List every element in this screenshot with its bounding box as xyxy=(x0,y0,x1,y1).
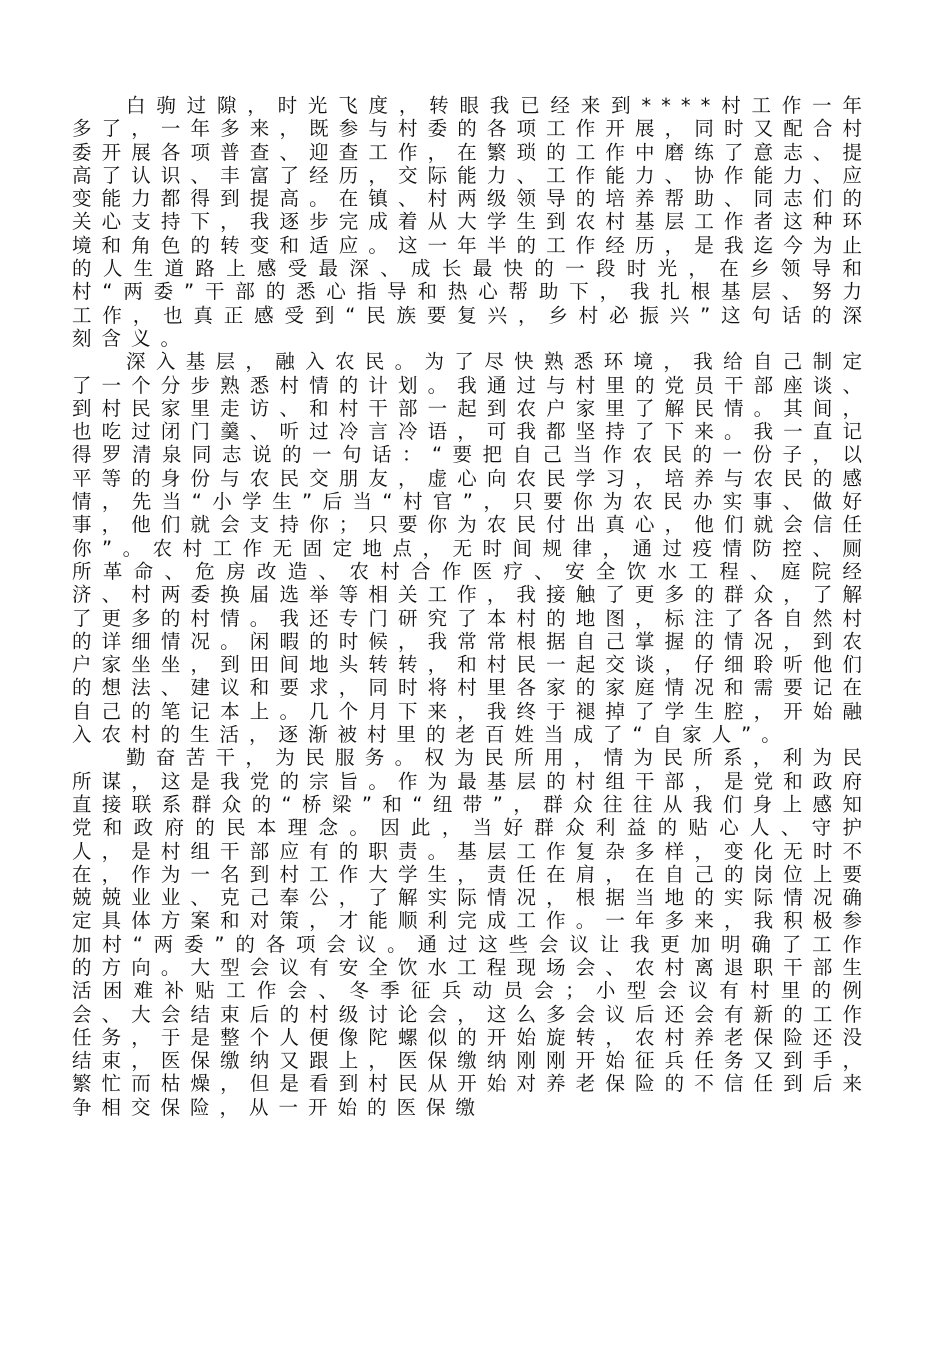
paragraph: 白驹过隙，时光飞度，转眼我已经来到****村工作一年多了，一年多来，既参与村委的各项工作开展，同时又配合村委开展各项普查、迎查工作，在繁琐的工作中磨练了意志、提高了认识、丰富了经历，交际能力、工作能力、协作能力、应变能力都得到提高。在镇、村两级领导的培养帮助、同志们的关心支持下，我逐步完成着从大学生到农村基层工作者这种环境和角色的转变和适应。这一年半的工作经历，是我迄今为止的人生道路上感受最深、成长最快的一段时光，在乡领导和村“两委”干部的悉心指导和热心帮助下，我扎根基层、努力工作，也真正感受到“民族要复兴，乡村必振兴”这句话的深刻含义。 xyxy=(72,94,872,350)
paragraph: 深入基层，融入农民。为了尽快熟悉环境，我给自己制定了一个分步熟悉村情的计划。我通过与村里的党员干部座谈、到村民家里走访、和村干部一起到农户家里了解民情。其间，也吃过闭门羹、听过冷言冷语，可我都坚持了下来。我一直记得罗清泉同志说的一句话：“要把自己当作农民的一份子，以平等的身份与农民交朋友，虚心向农民学习，培养与农民的感情，先当“小学生”后当“村官”，只要你为农民办实事、做好事，他们就会支持你；只要你为农民付出真心，他们就会信任你”。农村工作无固定地点，无时间规律，通过疫情防控、厕所革命、危房改造、农村合作医疗、安全饮水工程、庭院经济、村两委换届选举等相关工作，我接触了更多的群众，了解了更多的村情。我还专门研究了本村的地图，标注了各自然村的详细情况。闲暇的时候，我常常根据自己掌握的情况，到农户家坐坐，到田间地头转转，和村民一起交谈，仔细聆听他们的想法、建议和要求，同时将村里各家的家庭情况和需要记在自己的笔记本上。几个月下来，我终于褪掉了学生腔，开始融入农村的生活，逐渐被村里的老百姓当成了“自家人”。 xyxy=(72,350,872,747)
document-body xyxy=(72,94,872,1119)
paragraph: 勤奋苦干，为民服务。权为民所用，情为民所系，利为民所谋，这是我党的宗旨。作为最基层的村组干部，是党和政府直接联系群众的“桥梁”和“纽带”，群众往往从我们身上感知党和政府的民本理念。因此，当好群众利益的贴心人、守护人，是村组干部应有的职责。基层工作复杂多样，变化无时不在，作为一名到村工作大学生，责任在肩，在自己的岗位上要兢兢业业、克己奉公，了解实际情况，根据当地的实际情况确定具体方案和对策，才能顺利完成工作。一年多来，我积极参加村“两委”的各项会议。通过这些会议让我更加明确了工作的方向。大型会议有安全饮水工程现场会、农村离退职干部生活困难补贴工作会、冬季征兵动员会；小型会议有村里的例会、大会结束后的村级讨论会，这么多会议后还会有新的工作任务，于是整个人便像陀螺似的开始旋转，农村养老保险还没结束，医保缴纳又跟上，医保缴纳刚刚开始征兵任务又到手，繁忙而枯燥，但是看到村民从开始对养老保险的不信任到后来争相交保险，从一开始的医保缴 xyxy=(72,746,872,1119)
